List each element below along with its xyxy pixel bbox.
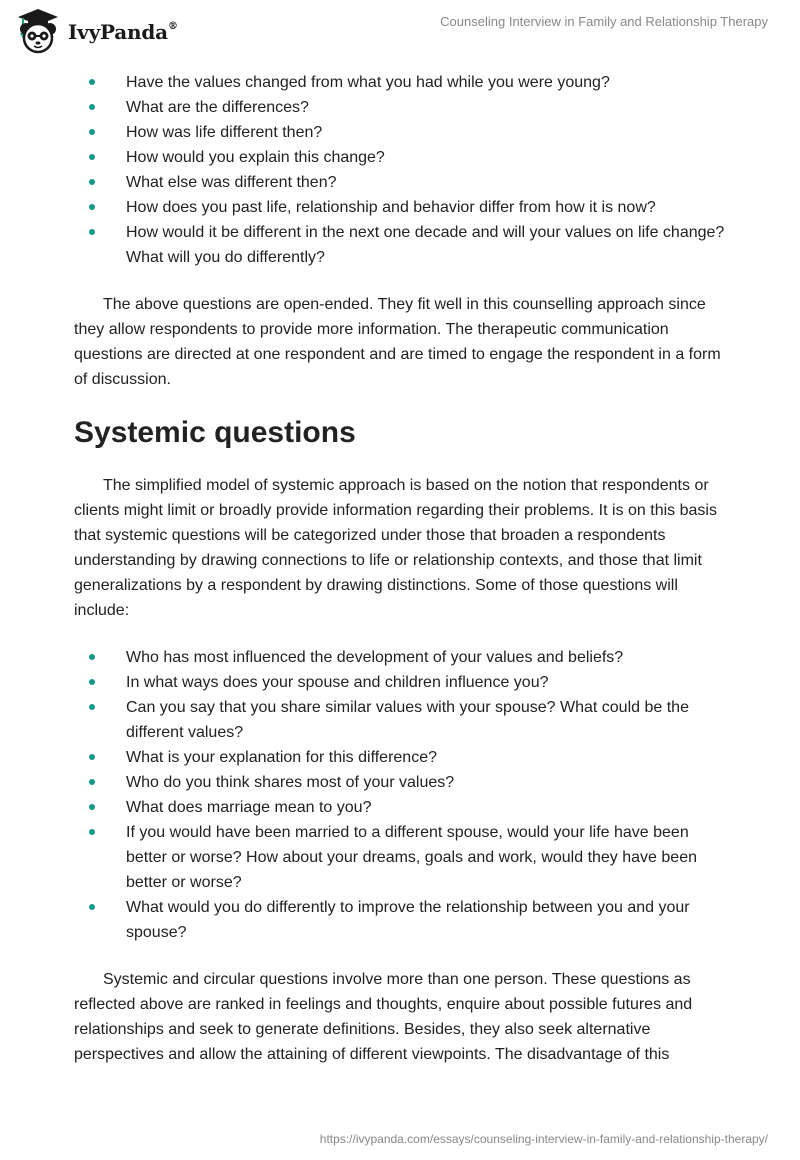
list-item: How would it be different in the next one decade and will your values on life change? What will you do differently? xyxy=(74,220,734,270)
paragraph-open-ended: The above questions are open-ended. They fit well in this counselling approach since they allow respondents to provide more information. The therapeutic communication questions are directed at one respondent and are timed to engage the respondent in a form of discussion. xyxy=(74,296,721,388)
list-item: What does marriage mean to you? xyxy=(74,795,734,820)
panda-graduate-icon xyxy=(14,7,62,55)
list-item: Can you say that you share similar values with your spouse? What could be the different values? xyxy=(74,695,734,745)
bullet-icon xyxy=(89,154,95,160)
bullet-icon xyxy=(89,754,95,760)
section-heading-systemic: Systemic questions xyxy=(74,416,356,449)
list-item: What else was different then? xyxy=(74,170,734,195)
bullet-icon xyxy=(89,104,95,110)
list-item: How was life different then? xyxy=(74,120,734,145)
bullet-icon xyxy=(89,204,95,210)
essay-content xyxy=(74,70,734,1067)
bullet-icon xyxy=(89,679,95,685)
list-item: Who do you think shares most of your values? xyxy=(74,770,734,795)
list-item: In what ways does your spouse and children influence you? xyxy=(74,670,734,695)
list-item: How does you past life, relationship and behavior differ from how it is now? xyxy=(74,195,734,220)
bullet-icon xyxy=(89,829,95,835)
source-url-link[interactable]: https://ivypanda.com/essays/counseling-interview-in-family-and-relationship-therapy/ xyxy=(319,1132,768,1146)
list-item: What are the differences? xyxy=(74,95,734,120)
list-item: Who has most influenced the development of your values and beliefs? xyxy=(74,645,734,670)
bullet-icon xyxy=(89,229,95,235)
list-item: What is your explanation for this difference? xyxy=(74,745,734,770)
list-item: Have the values changed from what you had while you were young? xyxy=(74,70,734,95)
ivypanda-logo[interactable] xyxy=(14,7,178,55)
list-item: If you would have been married to a different spouse, would your life have been better or worse? How about your dreams, goals and work, would they have been better or worse? xyxy=(74,820,734,895)
bullet-icon xyxy=(89,904,95,910)
paragraph-systemic-model: The simplified model of systemic approach is based on the notion that respondents or clients might limit or broadly provide information regarding their problems. It is on this basis that systemic questions will be categorized under those that broaden a respondents understanding by drawing connections to life or relationship contexts, and those that limit generalizations by a respondent by drawing distinctions. Some of those questions will include: xyxy=(74,477,717,619)
registered-mark: ® xyxy=(167,21,178,33)
bullet-icon xyxy=(89,804,95,810)
question-list-1 xyxy=(74,70,734,270)
bullet-icon xyxy=(89,129,95,135)
bullet-icon xyxy=(89,179,95,185)
page-header xyxy=(0,0,800,62)
bullet-icon xyxy=(89,79,95,85)
list-item: What would you do differently to improve the relationship between you and your spouse? xyxy=(74,895,734,945)
bullet-icon xyxy=(89,654,95,660)
paragraph-circular-questions: Systemic and circular questions involve more than one person. These questions as reflected above are ranked in feelings and thoughts, enquire about possible futures and relationships and seek to generate definitions. Besides, they also seek alternative perspectives and allow the attaining of different viewpoints. The disadvantage of this xyxy=(74,971,693,1063)
question-list-2 xyxy=(74,645,734,945)
bullet-icon xyxy=(89,779,95,785)
bullet-icon xyxy=(89,704,95,710)
list-item: How would you explain this change? xyxy=(74,145,734,170)
document-title: Counseling Interview in Family and Relationship Therapy xyxy=(440,14,768,29)
logo-text: IvyPanda® xyxy=(68,20,178,44)
